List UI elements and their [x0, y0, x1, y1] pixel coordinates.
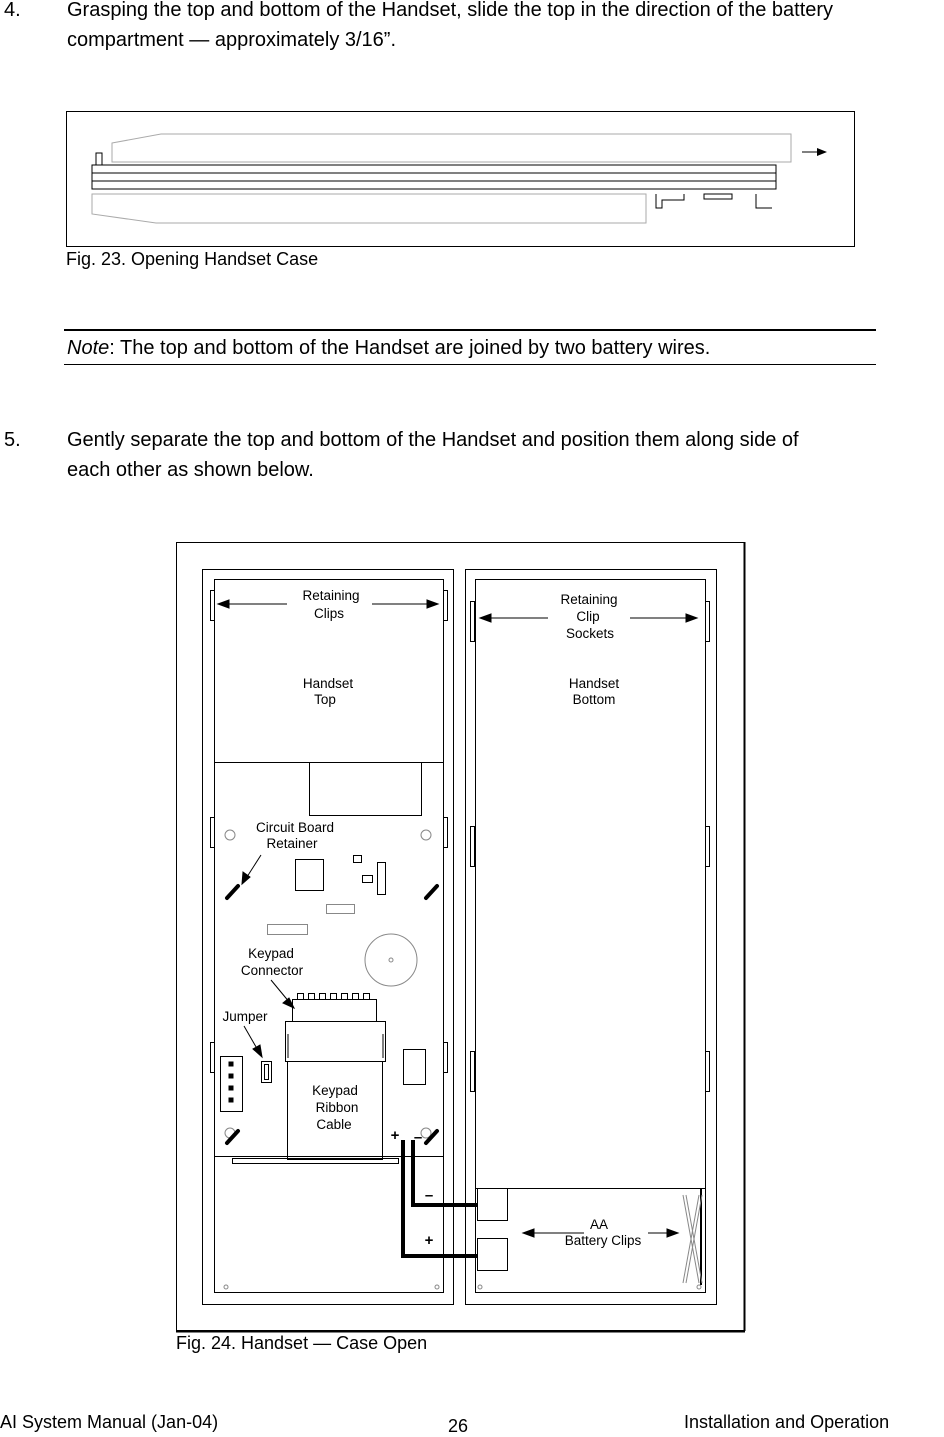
component: [404, 1050, 426, 1085]
label-clip-sockets: Retaining: [560, 592, 618, 607]
component: [327, 905, 355, 914]
retainer-screw: [227, 1131, 238, 1143]
footer-manual-title: AI System Manual (Jan-04): [0, 1412, 219, 1432]
battery-wire-negative: [413, 1140, 478, 1205]
screw-hole: [421, 830, 431, 840]
retaining-clip: [211, 1043, 215, 1073]
clip-socket: [471, 602, 475, 642]
figure-24-caption: Fig. 24. Handset — Case Open: [176, 1333, 428, 1353]
speaker: [365, 934, 417, 986]
battery-clip: [478, 1189, 508, 1221]
keypad-connector: [293, 1000, 377, 1022]
polarity-plus: +: [390, 1127, 400, 1144]
note-text: : The top and bottom of the Handset are joined by two battery wires.: [109, 337, 711, 359]
screw-hole: [225, 830, 235, 840]
step-text-line2: each other as shown below.: [67, 459, 314, 481]
figure-frame: [177, 543, 745, 1331]
retaining-clip: [211, 591, 215, 621]
retainer-screw: [426, 1131, 437, 1143]
label-handset-bottom: Bottom: [572, 692, 616, 707]
arrow-head-icon: [667, 1229, 678, 1237]
arrow-head-icon: [523, 1229, 534, 1237]
component: [363, 876, 373, 883]
step-text-line2: compartment — approximately 3/16”.: [67, 29, 397, 51]
battery-clip: [478, 1239, 508, 1271]
arrow-head-icon: [427, 600, 438, 608]
label-handset-top: Top: [314, 692, 336, 707]
label-keypad-connector: Keypad: [248, 946, 294, 961]
label-retaining-clips: Retaining: [302, 588, 360, 603]
clip-socket: [471, 827, 475, 867]
polarity-plus: +: [424, 1232, 434, 1249]
footer-section: Installation and Operation: [684, 1412, 890, 1432]
label-jumper: Jumper: [222, 1009, 268, 1024]
step-text-line1: Gently separate the top and bottom of the Handset and position them along side of: [67, 429, 799, 451]
label-keypad-connector: Connector: [240, 963, 304, 978]
label-circuit-board-retainer: Circuit Board: [255, 820, 335, 835]
label-handset-bottom: Handset: [568, 676, 620, 691]
polarity-minus: –: [413, 1129, 423, 1146]
clip-socket: [471, 1052, 475, 1092]
label-circuit-board-retainer: Retainer: [266, 836, 318, 851]
label-aa-battery-clips: Battery Clips: [564, 1233, 642, 1248]
label-ribbon-cable: Keypad: [312, 1083, 358, 1098]
label-handset-top: Handset: [302, 676, 354, 691]
step-number: 4.: [4, 0, 21, 21]
chip: [296, 860, 324, 891]
retaining-clip: [444, 1043, 448, 1073]
display-window: [310, 763, 422, 816]
clip-socket: [706, 602, 710, 642]
label-ribbon-cable: Ribbon: [315, 1100, 359, 1115]
clip-socket: [706, 1052, 710, 1092]
retaining-clip: [211, 818, 215, 848]
note-label: Note: [67, 337, 110, 359]
retainer-screw: [227, 886, 238, 898]
label-ribbon-cable: Cable: [316, 1117, 352, 1132]
component: [354, 856, 362, 863]
retaining-clip: [444, 818, 448, 848]
label-clip-sockets: Clip: [576, 609, 600, 624]
polarity-minus: –: [424, 1187, 434, 1204]
footer-page-number: 26: [448, 1416, 469, 1436]
component: [378, 863, 386, 895]
label-clip-sockets: Sockets: [565, 626, 615, 641]
step-number: 5.: [4, 429, 21, 451]
component: [268, 925, 308, 935]
retainer-screw: [426, 886, 437, 898]
retaining-clip: [444, 591, 448, 621]
figure-23-caption: Fig. 23. Opening Handset Case: [66, 249, 319, 269]
step-text-line1: Grasping the top and bottom of the Handset, slide the top in the direction of the battery: [67, 0, 834, 21]
arrow-head-icon: [218, 600, 229, 608]
arrow-head-icon: [480, 614, 491, 622]
label-aa-battery-clips: AA: [589, 1217, 609, 1232]
arrow-head-icon: [253, 1045, 262, 1057]
ribbon-cable-top: [286, 1022, 386, 1062]
clip-socket: [706, 827, 710, 867]
arrow-head-icon: [686, 614, 697, 622]
label-retaining-clips: Clips: [313, 606, 345, 621]
